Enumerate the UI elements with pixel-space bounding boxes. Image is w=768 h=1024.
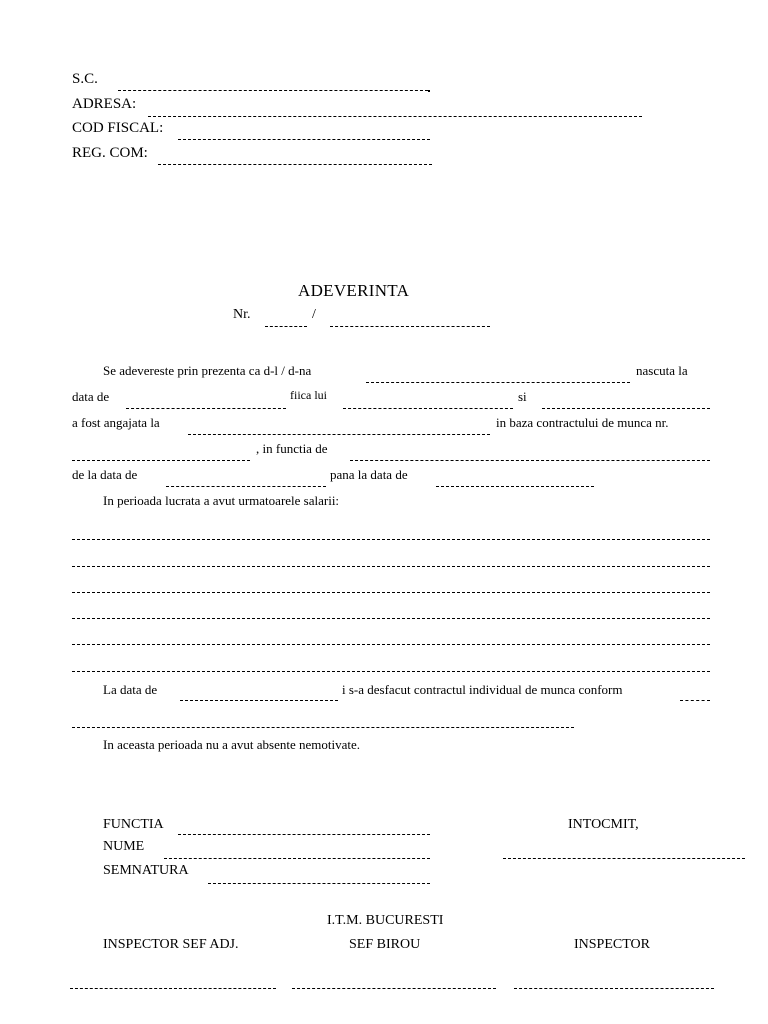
end-date-line[interactable]: [436, 486, 594, 487]
salary-line[interactable]: [72, 566, 710, 567]
father-name-line[interactable]: [343, 408, 513, 409]
body-line4-mid: , in functia de: [256, 441, 328, 456]
sef-birou-signature-line[interactable]: [292, 988, 496, 989]
body-line5-mid: pana la data de: [330, 467, 408, 482]
employer-line[interactable]: [188, 434, 490, 435]
nr-date-line[interactable]: [330, 326, 490, 327]
body-line8: In aceasta perioada nu a avut absente nemotivate.: [103, 737, 360, 752]
cod-fiscal-fill-line[interactable]: [178, 139, 430, 140]
contract-number-line[interactable]: [72, 460, 250, 461]
body-line7-mid: i s-a desfacut contractul individual de munca conform: [342, 682, 623, 697]
document-title: ADEVERINTA: [298, 281, 410, 300]
sc-label: S.C.: [72, 71, 98, 87]
inspector-label: INSPECTOR: [574, 937, 650, 952]
body-line2-end: si: [518, 389, 527, 404]
reg-com-label: REG. COM:: [72, 145, 148, 161]
salary-line[interactable]: [72, 644, 710, 645]
body-line1-start: Se adevereste prin prezenta ca d-l / d-na: [103, 363, 312, 378]
sc-line-end-dot: [428, 90, 430, 92]
semnatura-line[interactable]: [208, 883, 430, 884]
nume-line[interactable]: [164, 858, 430, 859]
job-function-line[interactable]: [350, 460, 710, 461]
nr-number-line[interactable]: [265, 326, 307, 327]
salary-line[interactable]: [72, 592, 710, 593]
termination-article-continuation-line[interactable]: [72, 727, 574, 728]
itm-title: I.T.M. BUCURESTI: [327, 913, 444, 928]
body-line5-start: de la data de: [72, 467, 138, 482]
sef-birou-label: SEF BIROU: [349, 937, 421, 952]
inspector-sef-adj-label: INSPECTOR SEF ADJ.: [103, 937, 239, 952]
nume-label: NUME: [103, 839, 145, 854]
nr-slash: /: [312, 307, 316, 322]
sc-fill-line[interactable]: [118, 90, 428, 91]
full-name-line[interactable]: [366, 382, 630, 383]
intocmit-label: INTOCMIT,: [568, 817, 639, 832]
termination-article-line[interactable]: [680, 700, 710, 701]
intocmit-line[interactable]: [503, 858, 745, 859]
body-line2-mid: fiica lui: [290, 388, 327, 402]
start-date-line[interactable]: [166, 486, 326, 487]
functia-line[interactable]: [178, 834, 430, 835]
inspector-signature-line[interactable]: [514, 988, 714, 989]
adresa-label: ADRESA:: [72, 96, 137, 112]
body-line6: In perioada lucrata a avut urmatoarele salarii:: [103, 493, 340, 508]
adresa-fill-line[interactable]: [148, 116, 642, 117]
nr-label: Nr.: [233, 307, 251, 322]
salary-line[interactable]: [72, 539, 710, 540]
body-line2-start: data de: [72, 389, 110, 404]
semnatura-label: SEMNATURA: [103, 863, 189, 878]
body-line7-start: La data de: [103, 682, 158, 697]
mother-name-line[interactable]: [542, 408, 710, 409]
termination-date-line[interactable]: [180, 700, 338, 701]
birth-date-line[interactable]: [126, 408, 286, 409]
inspector-sef-adj-signature-line[interactable]: [70, 988, 276, 989]
body-line3-start: a fost angajata la: [72, 415, 160, 430]
reg-com-fill-line[interactable]: [158, 164, 432, 165]
salary-line[interactable]: [72, 671, 710, 672]
functia-label: FUNCTIA: [103, 817, 164, 832]
cod-fiscal-label: COD FISCAL:: [72, 120, 164, 136]
salary-line[interactable]: [72, 618, 710, 619]
body-line3-end: in baza contractului de munca nr.: [496, 415, 669, 430]
body-line1-end: nascuta la: [636, 363, 688, 378]
